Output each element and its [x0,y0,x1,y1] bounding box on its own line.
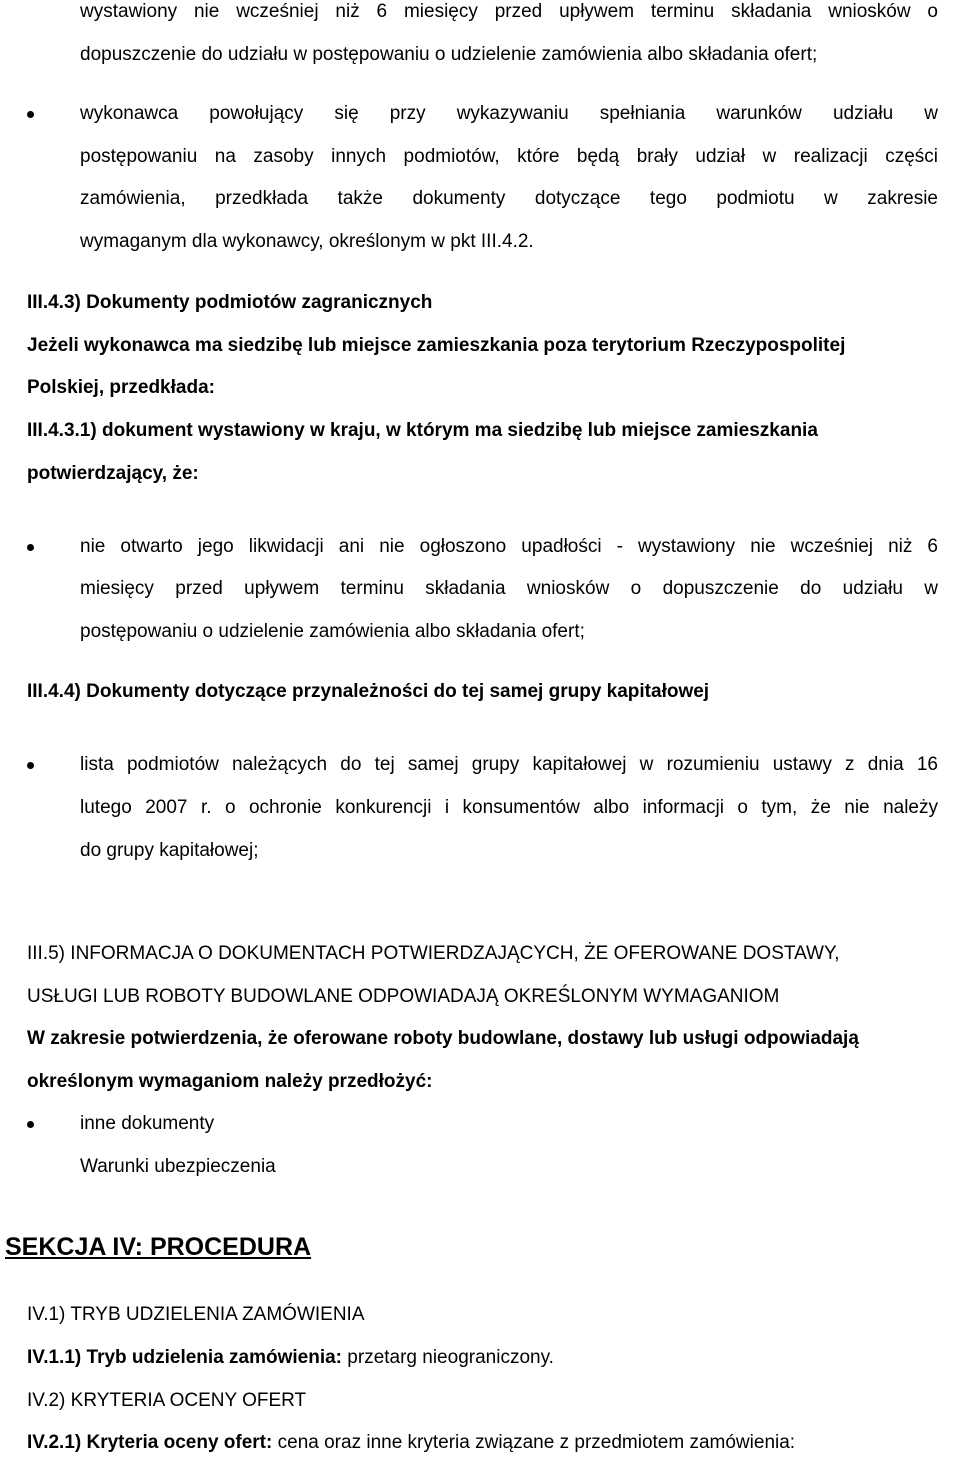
bullet-icon [27,544,34,551]
iv21-value: cena oraz inne kryteria związane z przedmiotem zamówienia: [272,1432,796,1453]
bullet2-line1: wykonawca powołujący się przy wykazywaniu spełniania warunków udziału w [80,103,938,124]
s343-sub-line1: III.4.3.1) dokument wystawiony w kraju, w którym ma siedzibę lub miejsce zamieszkania [27,420,818,441]
bullet-icon [27,111,34,118]
s35-intro-line1: W zakresie potwierdzenia, że oferowane roboty budowlane, dostawy lub usługi odpowiadają [27,1028,859,1049]
iv21-label: IV.2.1) Kryteria oceny ofert: [27,1432,273,1453]
s344-bullet-line2: lutego 2007 r. o ochronie konkurencji i konsumentów albo informacji o tym, że nie należy [80,797,938,818]
iv2-heading: IV.2) KRYTERIA OCENY OFERT [27,1390,307,1411]
s344-bullet-line1: lista podmiotów należących do tej samej grupy kapitałowej w rozumieniu ustawy z dnia 16 [80,754,938,775]
section-heading-iii-4-4: III.4.4) Dokumenty dotyczące przynależności do tej samej grupy kapitałowej [27,681,710,702]
para1-line1: wystawiony nie wcześniej niż 6 miesięcy przed upływem terminu składania wniosków o [80,1,938,22]
s35-intro-line2: określonym wymaganiom należy przedłożyć: [27,1071,433,1092]
s343-intro-line2: Polskiej, przedkłada: [27,377,215,398]
bullet-icon [27,1121,34,1128]
iv21-row [27,1432,795,1454]
bullet2-line2: postępowaniu na zasoby innych podmiotów, które będą brały udział w realizacji części [80,146,938,167]
bullet-icon [27,762,34,769]
s343-bullet-line3: postępowaniu o udzielenie zamówienia albo składania ofert; [80,621,585,642]
s343-bullet-line1: nie otwarto jego likwidacji ani nie ogłoszono upadłości - wystawiony nie wcześniej niż 6 [80,536,938,557]
s35-bullet-line2: Warunki ubezpieczenia [80,1156,276,1177]
iv11-row [27,1347,554,1369]
s343-bullet-line2: miesięcy przed upływem terminu składania wniosków o dopuszczenie do udziału w [80,578,938,599]
s35-heading-text: III.5) INFORMACJA O DOKUMENTACH POTWIERDZAJĄCYCH, ŻE OFEROWANE DOSTAWY, [27,943,840,964]
s343-sub-line2: potwierdzający, że: [27,463,199,484]
s344-bullet-line3: do grupy kapitałowej; [80,840,259,861]
section-heading-iii-4-3: III.4.3) Dokumenty podmiotów zagranicznych [27,292,433,313]
bullet2-line3: zamówienia, przedkłada także dokumenty dotyczące tego podmiotu w zakresie [80,188,938,209]
s35-heading-line2: USŁUGI LUB ROBOTY BUDOWLANE ODPOWIADAJĄ OKREŚLONYM WYMAGANIOM [27,986,780,1007]
bullet2-line4: wymaganym dla wykonawcy, określonym w pkt III.4.2. [80,231,534,252]
s35-bullet-line1: inne dokumenty [80,1113,215,1134]
iv11-label: IV.1.1) Tryb udzielenia zamówienia: [27,1347,343,1368]
iv11-value: przetarg nieograniczony. [342,1347,554,1368]
s343-intro-line1: Jeżeli wykonawca ma siedzibę lub miejsce zamieszkania poza terytorium Rzeczypospolitej [27,335,846,356]
iv1-heading: IV.1) TRYB UDZIELENIA ZAMÓWIENIA [27,1304,365,1325]
section-title-iv: SEKCJA IV: PROCEDURA [5,1233,312,1261]
s35-heading-line1 [27,943,839,965]
para1-line2: dopuszczenie do udziału w postępowaniu o udzielenie zamówienia albo składania ofert; [80,44,818,65]
